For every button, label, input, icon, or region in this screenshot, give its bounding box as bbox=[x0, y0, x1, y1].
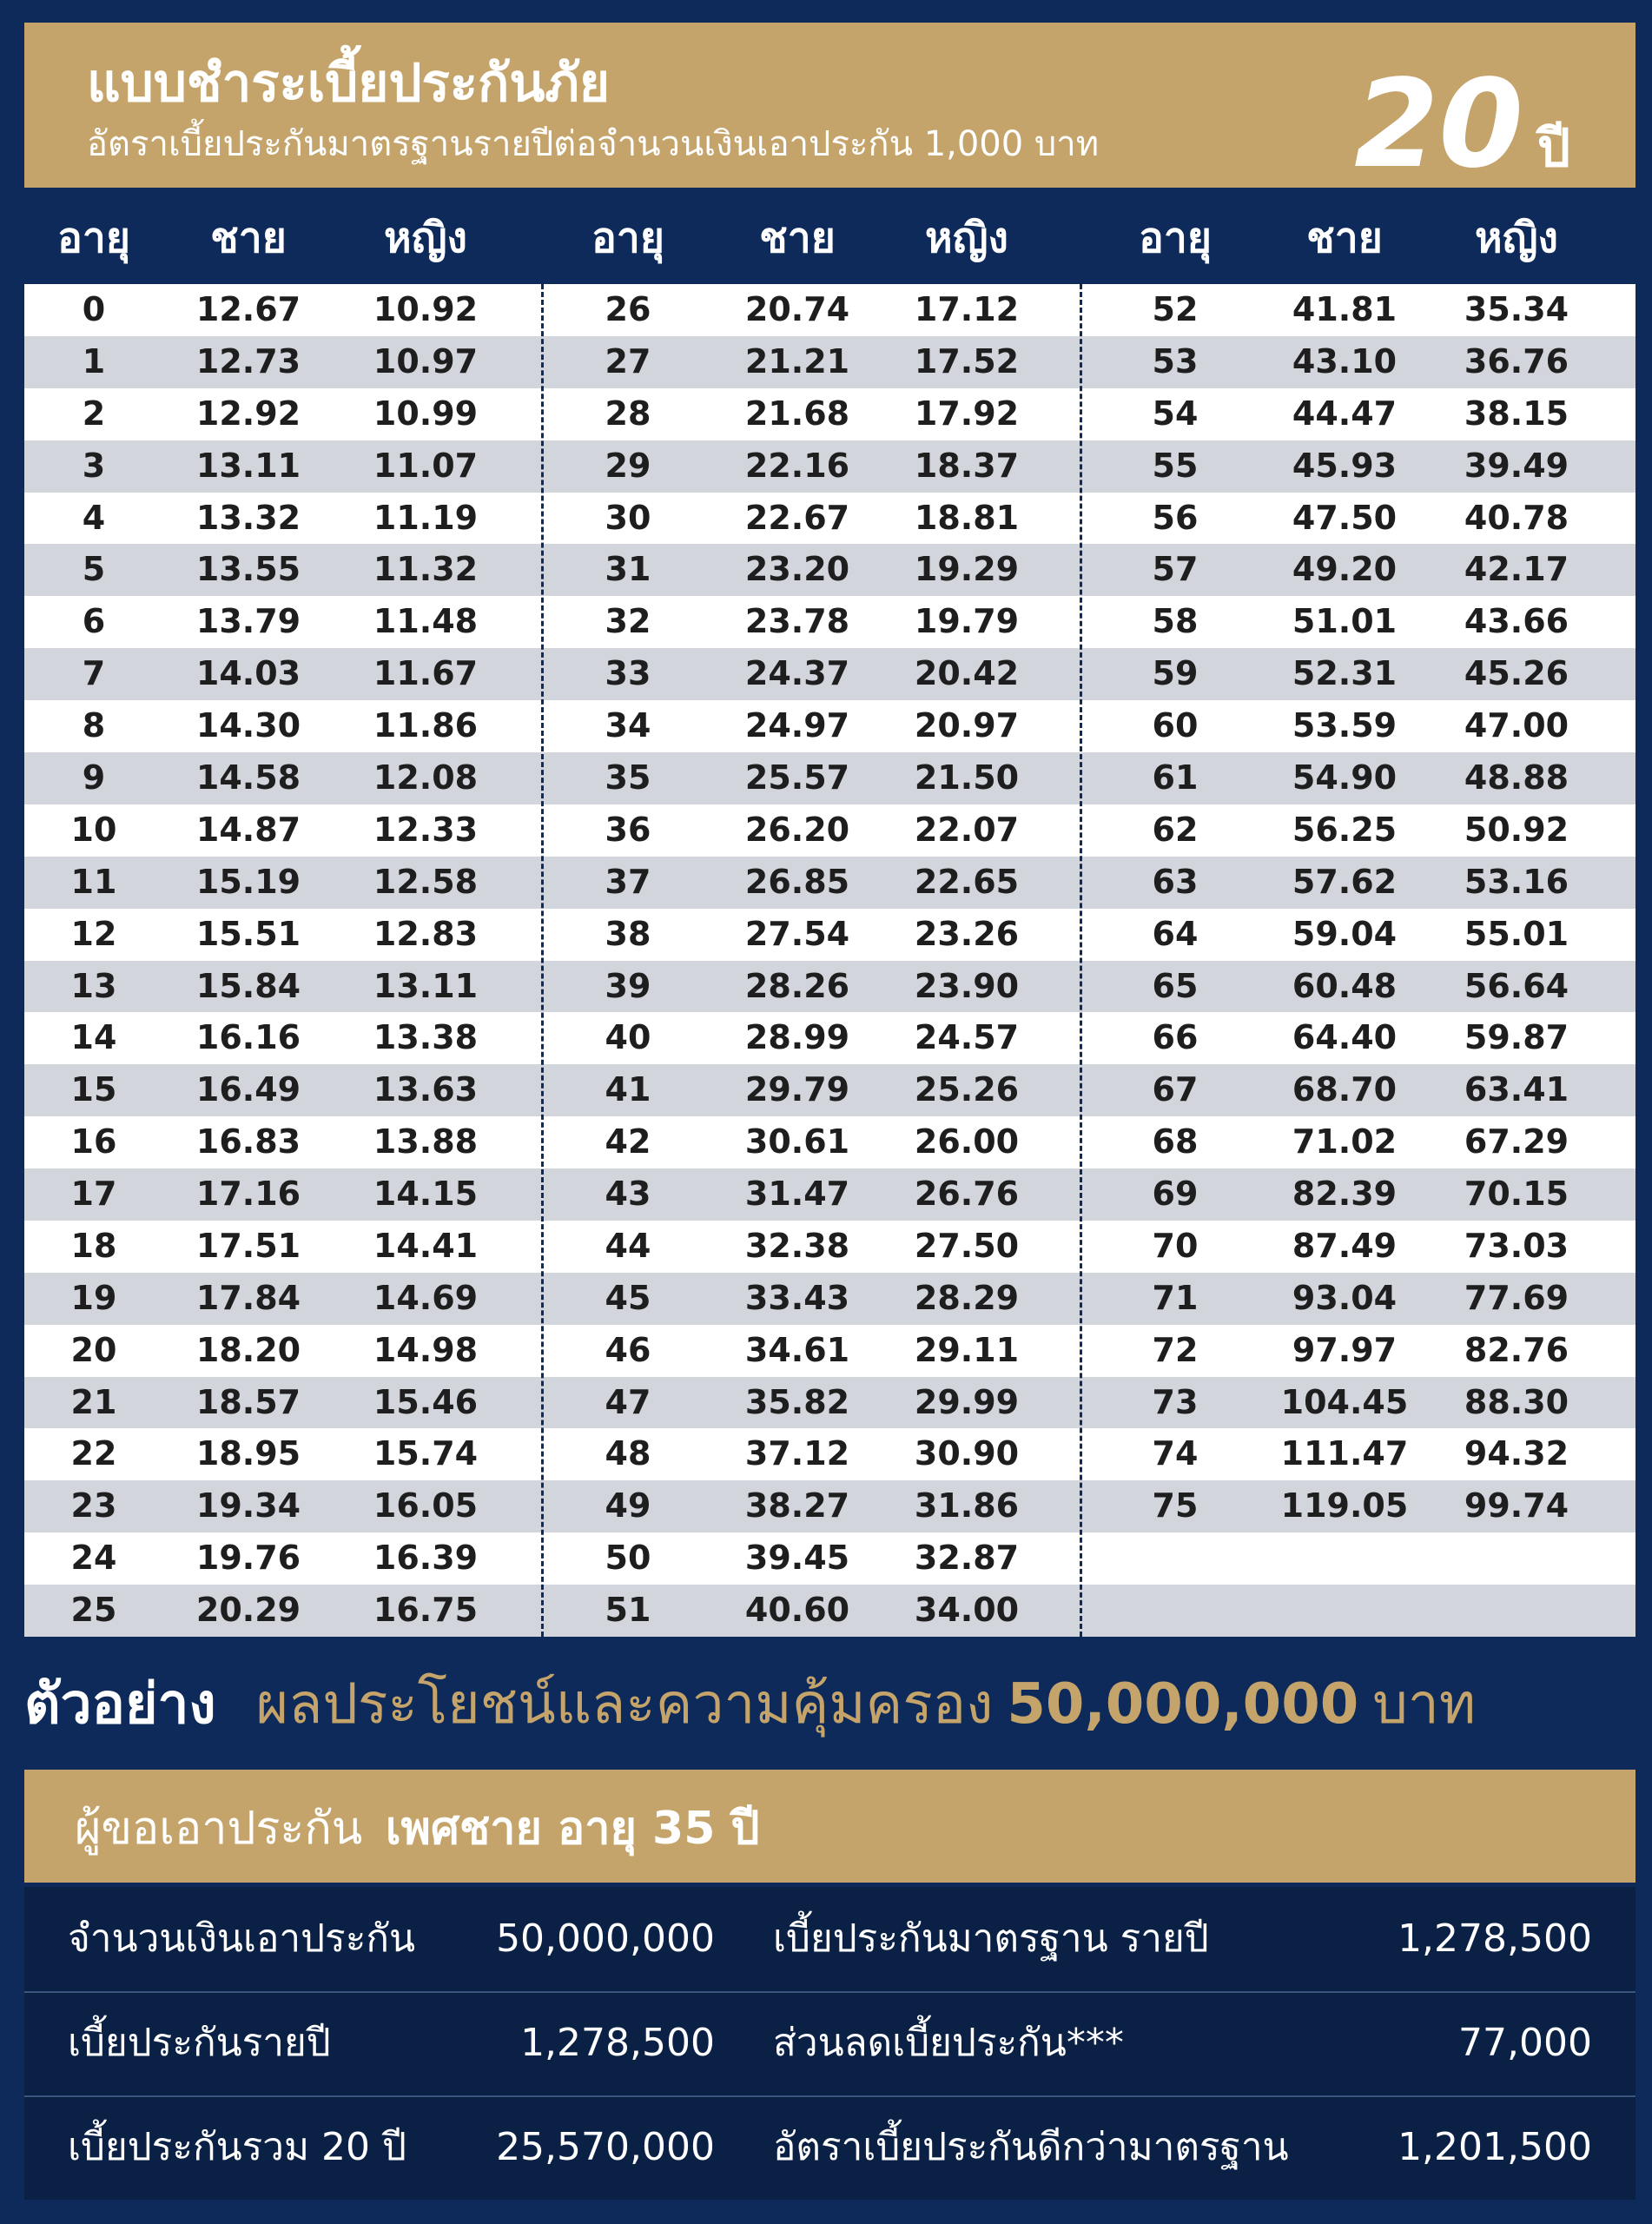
rate-cell-female-rate: 11.07 bbox=[373, 446, 479, 485]
rate-cell-female-rate: 45.26 bbox=[1464, 654, 1569, 693]
rate-cell-male-rate: 17.84 bbox=[195, 1278, 301, 1317]
rate-cell-male-rate: 34.61 bbox=[744, 1330, 850, 1369]
rate-cell-male-rate: 33.43 bbox=[744, 1278, 850, 1317]
summary-value: 1,278,500 bbox=[1398, 1916, 1592, 1961]
rate-cell-male-rate: 23.20 bbox=[744, 550, 850, 589]
rate-cell-female-rate: 67.29 bbox=[1464, 1122, 1569, 1162]
rate-cell-age: 42 bbox=[605, 1122, 651, 1162]
rate-cell-female-rate: 63.41 bbox=[1464, 1070, 1569, 1109]
rate-cell-female-rate: 34.00 bbox=[914, 1591, 1020, 1630]
rate-cell-female-rate: 16.75 bbox=[373, 1591, 479, 1630]
rate-cell-female-rate: 59.87 bbox=[1464, 1018, 1569, 1057]
rate-cell-age: 8 bbox=[82, 706, 106, 745]
rate-cell-male-rate: 19.76 bbox=[195, 1539, 301, 1578]
applicant-detail: เพศชาย อายุ 35 ปี bbox=[385, 1803, 760, 1855]
rate-cell-age: 31 bbox=[605, 550, 651, 589]
summary-row bbox=[24, 2095, 1635, 2200]
rate-cell-age: 10 bbox=[70, 810, 117, 849]
summary-value: 1,201,500 bbox=[1398, 2125, 1592, 2169]
rate-cell-age: 50 bbox=[605, 1539, 651, 1578]
column-header-male: ชาย bbox=[1306, 214, 1383, 262]
rate-cell-male-rate: 22.16 bbox=[744, 446, 850, 485]
rate-cell-age: 13 bbox=[70, 966, 117, 1005]
rate-cell-age: 51 bbox=[605, 1591, 651, 1630]
summary-label: เบี้ยประกันรวม 20 ปี bbox=[68, 2125, 406, 2169]
rate-cell-female-rate: 55.01 bbox=[1464, 914, 1569, 953]
rate-cell-male-rate: 64.40 bbox=[1292, 1018, 1398, 1057]
column-header-age: อายุ bbox=[591, 214, 664, 262]
rate-cell-male-rate: 17.51 bbox=[195, 1226, 301, 1265]
rate-cell-female-rate: 10.92 bbox=[373, 290, 479, 328]
rate-cell-male-rate: 45.93 bbox=[1292, 446, 1398, 485]
rate-cell-age: 20 bbox=[70, 1330, 117, 1369]
rate-cell-female-rate: 43.66 bbox=[1464, 602, 1569, 641]
rate-cell-age: 57 bbox=[1152, 550, 1199, 589]
rate-cell-male-rate: 38.27 bbox=[744, 1486, 850, 1526]
summary-label: จำนวนเงินเอาประกัน bbox=[68, 1916, 416, 1961]
rate-cell-male-rate: 52.31 bbox=[1292, 654, 1398, 693]
rate-cell-age: 12 bbox=[70, 914, 117, 953]
rate-cell-age: 46 bbox=[605, 1330, 651, 1369]
rate-cell-male-rate: 20.29 bbox=[195, 1591, 301, 1630]
rate-cell-age: 5 bbox=[82, 550, 106, 589]
rate-cell-age: 44 bbox=[605, 1226, 651, 1265]
rate-cell-male-rate: 14.30 bbox=[195, 706, 301, 745]
rate-cell-female-rate: 16.05 bbox=[373, 1486, 479, 1526]
rate-cell-female-rate: 12.83 bbox=[373, 914, 479, 953]
rate-cell-age: 6 bbox=[82, 602, 106, 641]
rate-cell-age: 41 bbox=[605, 1070, 651, 1109]
rate-cell-female-rate: 13.38 bbox=[373, 1018, 479, 1057]
rate-cell-age: 43 bbox=[605, 1175, 651, 1214]
rate-cell-age: 69 bbox=[1152, 1175, 1199, 1214]
rate-cell-age: 58 bbox=[1152, 602, 1199, 641]
rate-cell-age: 38 bbox=[605, 914, 651, 953]
rate-cell-female-rate: 11.48 bbox=[373, 602, 479, 641]
rate-cell-age: 0 bbox=[82, 290, 106, 328]
rate-cell-age: 71 bbox=[1152, 1278, 1199, 1317]
rate-cell-female-rate: 17.52 bbox=[914, 341, 1020, 381]
rate-cell-age: 25 bbox=[70, 1591, 117, 1630]
rate-cell-female-rate: 14.98 bbox=[373, 1330, 479, 1369]
applicant-text bbox=[75, 1803, 760, 1855]
example-amount: 50,000,000 bbox=[1007, 1672, 1359, 1737]
rate-table-column-headers bbox=[24, 193, 1635, 280]
rate-cell-male-rate: 19.34 bbox=[195, 1486, 301, 1526]
rate-cell-female-rate: 36.76 bbox=[1464, 341, 1569, 381]
rate-cell-male-rate: 59.04 bbox=[1292, 914, 1398, 953]
rate-cell-female-rate: 31.86 bbox=[914, 1486, 1020, 1526]
rate-cell-age: 7 bbox=[82, 654, 106, 693]
rate-cell-female-rate: 11.86 bbox=[373, 706, 479, 745]
rate-cell-age: 70 bbox=[1152, 1226, 1199, 1265]
rate-cell-male-rate: 15.84 bbox=[195, 966, 301, 1005]
rate-cell-male-rate: 24.37 bbox=[744, 654, 850, 693]
column-header-male: ชาย bbox=[759, 214, 836, 262]
summary-row bbox=[24, 1991, 1635, 2097]
rate-cell-male-rate: 14.58 bbox=[195, 758, 301, 797]
rate-cell-female-rate: 47.00 bbox=[1464, 706, 1569, 745]
rate-cell-male-rate: 24.97 bbox=[744, 706, 850, 745]
rate-cell-male-rate: 18.20 bbox=[195, 1330, 301, 1369]
example-label: ตัวอย่าง bbox=[24, 1672, 216, 1737]
rate-cell-male-rate: 87.49 bbox=[1292, 1226, 1398, 1265]
rate-cell-female-rate: 29.99 bbox=[914, 1382, 1020, 1421]
rate-cell-male-rate: 56.25 bbox=[1292, 810, 1398, 849]
rate-cell-female-rate: 99.74 bbox=[1464, 1486, 1569, 1526]
rate-cell-male-rate: 21.68 bbox=[744, 394, 850, 433]
rate-cell-female-rate: 20.97 bbox=[914, 706, 1020, 745]
rate-cell-male-rate: 13.79 bbox=[195, 602, 301, 641]
rate-cell-age: 47 bbox=[605, 1382, 651, 1421]
rate-cell-age: 9 bbox=[82, 758, 106, 797]
rate-cell-age: 3 bbox=[82, 446, 106, 485]
rate-cell-female-rate: 23.26 bbox=[914, 914, 1020, 953]
rate-cell-age: 36 bbox=[605, 810, 651, 849]
rate-cell-male-rate: 35.82 bbox=[744, 1382, 850, 1421]
summary-value: 50,000,000 bbox=[496, 1916, 715, 1961]
rate-cell-female-rate: 16.39 bbox=[373, 1539, 479, 1578]
rate-cell-male-rate: 71.02 bbox=[1292, 1122, 1398, 1162]
rate-cell-female-rate: 12.08 bbox=[373, 758, 479, 797]
rate-cell-male-rate: 39.45 bbox=[744, 1539, 850, 1578]
example-heading bbox=[24, 1672, 1476, 1737]
rate-cell-female-rate: 15.46 bbox=[373, 1382, 479, 1421]
rate-cell-female-rate: 11.19 bbox=[373, 498, 479, 537]
rate-cell-female-rate: 50.92 bbox=[1464, 810, 1569, 849]
rate-cell-male-rate: 20.74 bbox=[744, 290, 850, 328]
rate-cell-female-rate: 35.34 bbox=[1464, 290, 1569, 328]
rate-cell-age: 64 bbox=[1152, 914, 1199, 953]
rate-cell-age: 21 bbox=[70, 1382, 117, 1421]
column-header-age: อายุ bbox=[57, 214, 130, 262]
rate-cell-male-rate: 51.01 bbox=[1292, 602, 1398, 641]
rate-cell-male-rate: 26.85 bbox=[744, 862, 850, 901]
column-header-female: หญิง bbox=[384, 214, 467, 262]
rate-cell-female-rate: 10.97 bbox=[373, 341, 479, 381]
rate-cell-female-rate: 18.81 bbox=[914, 498, 1020, 537]
rate-cell-age: 45 bbox=[605, 1278, 651, 1317]
rate-cell-female-rate: 77.69 bbox=[1464, 1278, 1569, 1317]
summary-value: 77,000 bbox=[1458, 2021, 1592, 2065]
summary-label: เบี้ยประกันรายปี bbox=[68, 2021, 331, 2065]
rate-cell-age: 1 bbox=[82, 341, 106, 381]
rate-cell-female-rate: 20.42 bbox=[914, 654, 1020, 693]
rate-cell-age: 4 bbox=[82, 498, 106, 537]
rate-cell-female-rate: 26.00 bbox=[914, 1122, 1020, 1162]
rate-cell-female-rate: 94.32 bbox=[1464, 1434, 1569, 1473]
rate-cell-male-rate: 21.21 bbox=[744, 341, 850, 381]
rate-cell-age: 72 bbox=[1152, 1330, 1199, 1369]
example-description: ผลประโยชน์และความคุ้มครอง bbox=[255, 1672, 994, 1737]
rate-cell-male-rate: 93.04 bbox=[1292, 1278, 1398, 1317]
rate-cell-age: 35 bbox=[605, 758, 651, 797]
rate-cell-female-rate: 11.67 bbox=[373, 654, 479, 693]
rate-cell-male-rate: 13.32 bbox=[195, 498, 301, 537]
rate-cell-male-rate: 29.79 bbox=[744, 1070, 850, 1109]
rate-cell-male-rate: 111.47 bbox=[1280, 1434, 1409, 1473]
rate-cell-female-rate: 19.79 bbox=[914, 602, 1020, 641]
rate-cell-female-rate: 12.58 bbox=[373, 862, 479, 901]
rate-cell-age: 66 bbox=[1152, 1018, 1199, 1057]
rate-cell-male-rate: 14.87 bbox=[195, 810, 301, 849]
rate-cell-male-rate: 57.62 bbox=[1292, 862, 1398, 901]
rate-cell-male-rate: 32.38 bbox=[744, 1226, 850, 1265]
rate-cell-female-rate: 23.90 bbox=[914, 966, 1020, 1005]
rate-cell-female-rate: 21.50 bbox=[914, 758, 1020, 797]
summary-value: 1,278,500 bbox=[520, 2021, 715, 2065]
rate-cell-age: 24 bbox=[70, 1539, 117, 1578]
rate-cell-male-rate: 40.60 bbox=[744, 1591, 850, 1630]
rate-cell-female-rate: 17.12 bbox=[914, 290, 1020, 328]
rate-cell-female-rate: 14.41 bbox=[373, 1226, 479, 1265]
rate-cell-female-rate: 56.64 bbox=[1464, 966, 1569, 1005]
rate-cell-male-rate: 31.47 bbox=[744, 1175, 850, 1214]
rate-cell-female-rate: 14.69 bbox=[373, 1278, 479, 1317]
rate-cell-male-rate: 41.81 bbox=[1292, 290, 1398, 328]
rate-cell-age: 19 bbox=[70, 1278, 117, 1317]
payment-years-number: 20 bbox=[1354, 54, 1523, 195]
rate-cell-age: 39 bbox=[605, 966, 651, 1005]
rate-cell-age: 73 bbox=[1152, 1382, 1199, 1421]
rate-cell-age: 54 bbox=[1152, 394, 1199, 433]
rate-cell-male-rate: 68.70 bbox=[1292, 1070, 1398, 1109]
rate-cell-male-rate: 12.67 bbox=[195, 290, 301, 328]
rate-cell-age: 18 bbox=[70, 1226, 117, 1265]
rate-cell-age: 14 bbox=[70, 1018, 117, 1057]
rate-cell-female-rate: 13.11 bbox=[373, 966, 479, 1005]
rate-cell-male-rate: 43.10 bbox=[1292, 341, 1398, 381]
rate-cell-female-rate: 25.26 bbox=[914, 1070, 1020, 1109]
rate-cell-male-rate: 82.39 bbox=[1292, 1175, 1398, 1214]
rate-cell-female-rate: 42.17 bbox=[1464, 550, 1569, 589]
rate-cell-male-rate: 26.20 bbox=[744, 810, 850, 849]
example-unit: บาท bbox=[1372, 1672, 1476, 1737]
rate-cell-age: 32 bbox=[605, 602, 651, 641]
rate-cell-female-rate: 28.29 bbox=[914, 1278, 1020, 1317]
rate-cell-female-rate: 82.76 bbox=[1464, 1330, 1569, 1369]
rate-cell-age: 2 bbox=[82, 394, 106, 433]
rate-cell-female-rate: 38.15 bbox=[1464, 394, 1569, 433]
rate-cell-female-rate: 30.90 bbox=[914, 1434, 1020, 1473]
rate-cell-age: 68 bbox=[1152, 1122, 1199, 1162]
rate-cell-age: 62 bbox=[1152, 810, 1199, 849]
rate-cell-age: 63 bbox=[1152, 862, 1199, 901]
rate-cell-female-rate: 14.15 bbox=[373, 1175, 479, 1214]
rate-cell-age: 48 bbox=[605, 1434, 651, 1473]
page-title: แบบชำระเบี้ยประกันภัย bbox=[87, 53, 611, 114]
rate-cell-male-rate: 30.61 bbox=[744, 1122, 850, 1162]
rate-cell-male-rate: 15.51 bbox=[195, 914, 301, 953]
rate-cell-male-rate: 44.47 bbox=[1292, 394, 1398, 433]
rate-cell-female-rate: 70.15 bbox=[1464, 1175, 1569, 1214]
rate-cell-male-rate: 23.78 bbox=[744, 602, 850, 641]
rate-cell-male-rate: 54.90 bbox=[1292, 758, 1398, 797]
rate-cell-age: 33 bbox=[605, 654, 651, 693]
rate-cell-male-rate: 28.26 bbox=[744, 966, 850, 1005]
rate-cell-female-rate: 24.57 bbox=[914, 1018, 1020, 1057]
rate-cell-age: 37 bbox=[605, 862, 651, 901]
rate-cell-female-rate: 39.49 bbox=[1464, 446, 1569, 485]
summary-label: อัตราเบี้ยประกันดีกว่ามาตรฐาน bbox=[773, 2125, 1289, 2169]
rate-cell-age: 11 bbox=[70, 862, 117, 901]
rate-cell-female-rate: 22.65 bbox=[914, 862, 1020, 901]
rate-cell-age: 74 bbox=[1152, 1434, 1199, 1473]
rate-cell-male-rate: 15.19 bbox=[195, 862, 301, 901]
rate-cell-male-rate: 16.49 bbox=[195, 1070, 301, 1109]
applicant-banner bbox=[24, 1770, 1635, 1883]
rate-cell-male-rate: 13.11 bbox=[195, 446, 301, 485]
rate-cell-male-rate: 49.20 bbox=[1292, 550, 1398, 589]
rate-cell-male-rate: 13.55 bbox=[195, 550, 301, 589]
rate-cell-age: 56 bbox=[1152, 498, 1199, 537]
rate-cell-age: 34 bbox=[605, 706, 651, 745]
rate-cell-age: 15 bbox=[70, 1070, 117, 1109]
rate-cell-female-rate: 12.33 bbox=[373, 810, 479, 849]
rate-cell-male-rate: 25.57 bbox=[744, 758, 850, 797]
rate-cell-age: 59 bbox=[1152, 654, 1199, 693]
rate-cell-male-rate: 97.97 bbox=[1292, 1330, 1398, 1369]
rate-table bbox=[24, 284, 1635, 1637]
rate-cell-age: 65 bbox=[1152, 966, 1199, 1005]
rate-cell-age: 29 bbox=[605, 446, 651, 485]
rate-cell-male-rate: 104.45 bbox=[1280, 1382, 1409, 1421]
rate-cell-female-rate: 53.16 bbox=[1464, 862, 1569, 901]
rate-cell-male-rate: 18.95 bbox=[195, 1434, 301, 1473]
rate-cell-female-rate: 18.37 bbox=[914, 446, 1020, 485]
rate-cell-age: 49 bbox=[605, 1486, 651, 1526]
rate-cell-male-rate: 53.59 bbox=[1292, 706, 1398, 745]
rate-cell-female-rate: 40.78 bbox=[1464, 498, 1569, 537]
rate-cell-age: 53 bbox=[1152, 341, 1199, 381]
rate-cell-age: 27 bbox=[605, 341, 651, 381]
rate-cell-female-rate: 10.99 bbox=[373, 394, 479, 433]
rate-cell-male-rate: 27.54 bbox=[744, 914, 850, 953]
rate-cell-female-rate: 88.30 bbox=[1464, 1382, 1569, 1421]
column-header-age: อายุ bbox=[1139, 214, 1212, 262]
rate-cell-age: 26 bbox=[605, 290, 651, 328]
summary-label: ส่วนลดเบี้ยประกัน*** bbox=[773, 2021, 1124, 2065]
rate-cell-female-rate: 27.50 bbox=[914, 1226, 1020, 1265]
rate-cell-age: 61 bbox=[1152, 758, 1199, 797]
rate-cell-female-rate: 13.63 bbox=[373, 1070, 479, 1109]
summary-value: 25,570,000 bbox=[496, 2125, 715, 2169]
rate-cell-age: 60 bbox=[1152, 706, 1199, 745]
rate-cell-age: 16 bbox=[70, 1122, 117, 1162]
rate-cell-female-rate: 22.07 bbox=[914, 810, 1020, 849]
rate-cell-male-rate: 119.05 bbox=[1280, 1486, 1409, 1526]
rate-cell-female-rate: 32.87 bbox=[914, 1539, 1020, 1578]
rate-cell-age: 55 bbox=[1152, 446, 1199, 485]
rate-cell-female-rate: 29.11 bbox=[914, 1330, 1020, 1369]
rate-cell-age: 23 bbox=[70, 1486, 117, 1526]
rate-cell-male-rate: 14.03 bbox=[195, 654, 301, 693]
rate-cell-male-rate: 47.50 bbox=[1292, 498, 1398, 537]
rate-cell-male-rate: 12.92 bbox=[195, 394, 301, 433]
rate-cell-male-rate: 60.48 bbox=[1292, 966, 1398, 1005]
rate-cell-female-rate: 15.74 bbox=[373, 1434, 479, 1473]
rate-cell-female-rate: 48.88 bbox=[1464, 758, 1569, 797]
rate-cell-age: 30 bbox=[605, 498, 651, 537]
rate-cell-male-rate: 28.99 bbox=[744, 1018, 850, 1057]
summary-label: เบี้ยประกันมาตรฐาน รายปี bbox=[773, 1916, 1209, 1961]
rate-cell-age: 28 bbox=[605, 394, 651, 433]
rate-cell-female-rate: 11.32 bbox=[373, 550, 479, 589]
premium-summary bbox=[24, 1887, 1635, 2200]
page-subtitle: อัตราเบี้ยประกันมาตรฐานรายปีต่อจำนวนเงินเอาประกัน 1,000 บาท bbox=[87, 124, 1100, 164]
column-header-female: หญิง bbox=[1475, 214, 1558, 262]
rate-cell-age: 17 bbox=[70, 1175, 117, 1214]
header-banner bbox=[24, 23, 1635, 195]
applicant-prefix: ผู้ขอเอาประกัน bbox=[75, 1803, 363, 1855]
column-header-female: หญิง bbox=[925, 214, 1008, 262]
rate-cell-male-rate: 17.16 bbox=[195, 1175, 301, 1214]
rate-cell-female-rate: 73.03 bbox=[1464, 1226, 1569, 1265]
summary-row bbox=[24, 1887, 1635, 1993]
rate-cell-female-rate: 13.88 bbox=[373, 1122, 479, 1162]
rate-cell-male-rate: 18.57 bbox=[195, 1382, 301, 1421]
rate-cell-male-rate: 12.73 bbox=[195, 341, 301, 381]
rate-cell-male-rate: 37.12 bbox=[744, 1434, 850, 1473]
payment-years-unit: ปี bbox=[1536, 118, 1570, 179]
rate-cell-age: 75 bbox=[1152, 1486, 1199, 1526]
rate-cell-male-rate: 16.83 bbox=[195, 1122, 301, 1162]
rate-cell-age: 22 bbox=[70, 1434, 117, 1473]
rate-cell-male-rate: 16.16 bbox=[195, 1018, 301, 1057]
rate-cell-age: 67 bbox=[1152, 1070, 1199, 1109]
rate-cell-female-rate: 19.29 bbox=[914, 550, 1020, 589]
rate-cell-age: 52 bbox=[1152, 290, 1199, 328]
rate-cell-female-rate: 17.92 bbox=[914, 394, 1020, 433]
column-header-male: ชาย bbox=[210, 214, 287, 262]
rate-cell-age: 40 bbox=[605, 1018, 651, 1057]
payment-years bbox=[1354, 54, 1570, 195]
rate-cell-male-rate: 22.67 bbox=[744, 498, 850, 537]
rate-cell-female-rate: 26.76 bbox=[914, 1175, 1020, 1214]
